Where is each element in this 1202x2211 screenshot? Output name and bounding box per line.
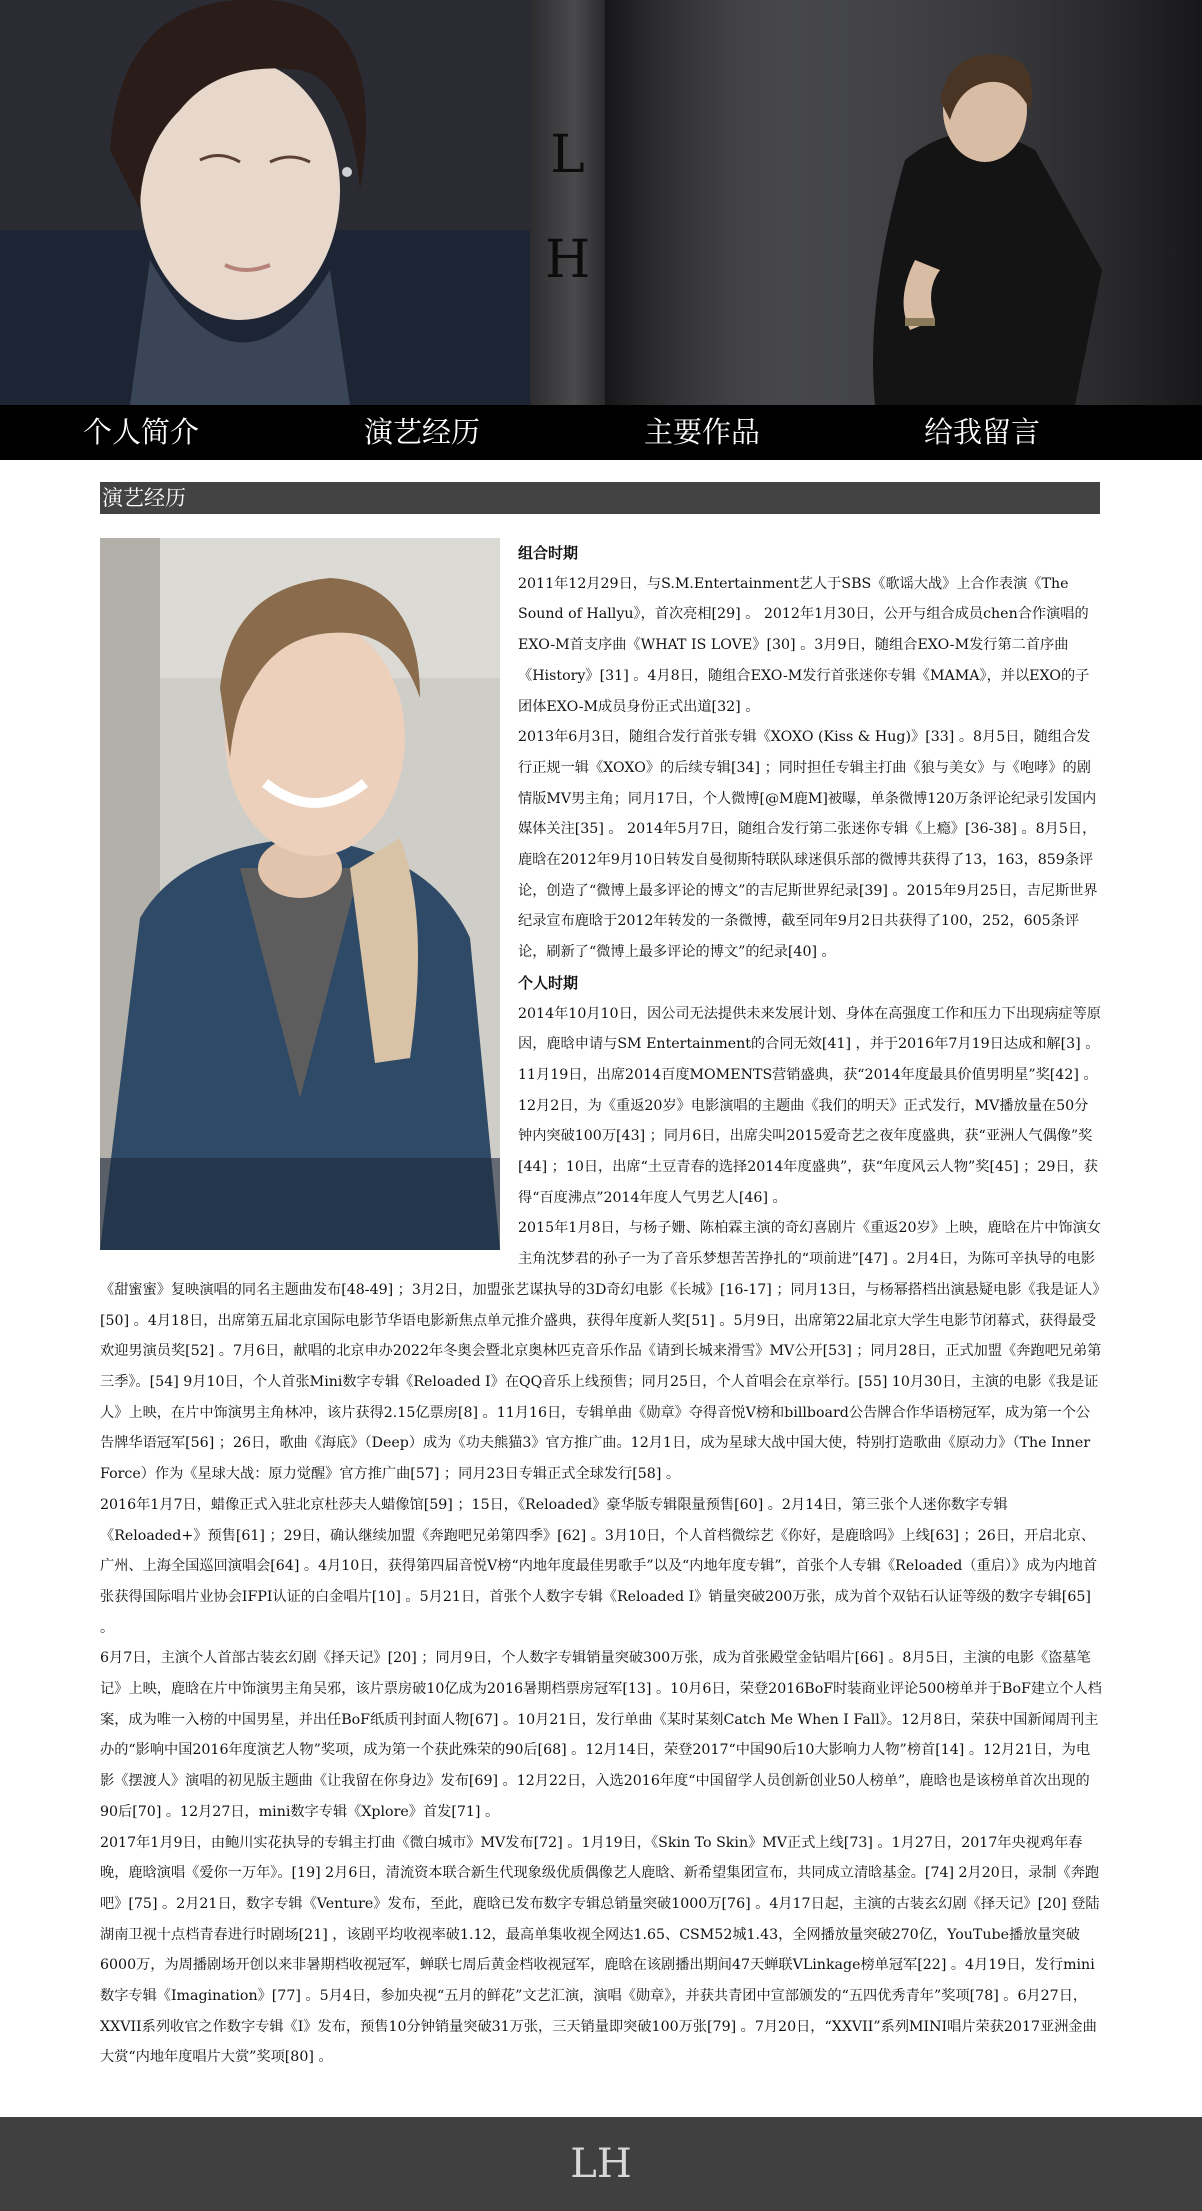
banner-logo-l: L: [550, 125, 585, 185]
footer-logo: LH: [570, 2141, 632, 2187]
group-paragraph: 2013年6月3日，随组合发行首张专辑《XOXO (Kiss & Hug)》[33] 。8月5日，随组合发行正规一辑《XOXO》的后续专辑[34] ；同时担任专辑主打曲《狼与美女》与《咆哮》的剧情版MV男主角；同月17日，个人微博[@M鹿M]被曝，单条微博120万条评论纪录引发国内媒体关注[35] 。 2014年5月7日，随组合发行第二张迷你专辑《上瘾》[36-38] 。8月5日，鹿晗在2012年9月10日转发自曼彻斯特联队球迷俱乐部的微博共获得了13，163，859条评论，创造了“微博上最多评论的博文”的吉尼斯世界纪录[39] 。2015年9月25日，吉尼斯世界纪录宣布鹿晗于2012年转发的一条微博，截至同年9月2日共获得了100，252，605条评论，刷新了“微博上最多评论的博文”的纪录[40] 。: [518, 729, 1098, 961]
solo-paragraph: 2017年1月9日，由鲍川实花执导的专辑主打曲《微白城市》MV发布[72] 。1月19日，《Skin To Skin》MV正式上线[73] 。1月27日，2017年央视鸡年春晚，鹿晗演唱《爱你一万年》。[19] 2月6日，清流资本联合新生代现象级优质偶像艺人鹿晗、新希望集团宣布，共同成立清晗基金。[74] 2月20日，录制《奔跑吧》[75] 。2月21日，数字专辑《Venture》发布，至此，鹿晗已发布数字专辑总销量突破1000万[76] 。4月17日起，主演的古装玄幻剧《择天记》[20] 登陆湖南卫视十点档青春进行时剧场[21] ，该剧平均收视率破1.12，最高单集收视全网达1.65、CSM52城1.43，全网播放量突破270亿，YouTube播放量突破6000万，为周播剧场开创以来非暑期档收视冠军，蝉联七周后黄金档收视冠军，鹿晗在该剧播出期间47天蝉联VLinkage榜单冠军[22] 。4月19日，发行mini数字专辑《Imagination》[77] 。5月4日，参加央视“五月的鲜花”文艺汇演，演唱《勋章》，并获共青团中宣部颁发的“五四优秀青年”奖项[78] 。6月27日，XXVII系列收官之作数字专辑《I》发布，预售10分钟销量突破31万张，三天销量即突破100万张[79] 。7月20日，“XXVII”系列MINI唱片荣获2017亚洲金曲大赏“内地年度唱片大赏”奖项[80] 。: [100, 1834, 1100, 2066]
footer: [0, 2117, 1202, 2211]
solo-paragraph: 6月7日，主演个人首部古装玄幻剧《择天记》[20] ；同月9日，个人数字专辑销量突破300万张，成为首张殿堂金钻唱片[66] 。8月5日，主演的电影《盗墓笔记》上映，鹿晗在片中饰演男主角吴邪，该片票房破10亿成为2016暑期档票房冠军[13] 。10月6日，荣登2016BoF时装商业评论500榜单并于BoF建立个人档案，成为唯一入榜的中国男星，并出任BoF纸质刊封面人物[67] 。10月21日，发行单曲《某时某刻Catch Me When I Fall》。12月8日，荣获中国新闻周刊主办的“影响中国2016年度演艺人物”奖项，成为第一个获此殊荣的90后[68] 。12月14日，荣登2017“中国90后10大影响力人物”榜首[14] 。12月21日，为电影《摆渡人》演唱的初见版主题曲《让我留在你身边》发布[69] 。12月22日，入选2016年度“中国留学人员创新创业50人榜单”，鹿晗也是该榜单首次出现的90后[70] 。12月27日，mini数字专辑《Xplore》首发[71] 。: [100, 1650, 1102, 1820]
group-period-heading: 组合时期: [518, 544, 579, 562]
banner-photo-right: [605, 0, 1202, 405]
nav-message[interactable]: 给我留言: [923, 415, 1040, 449]
banner-logo: [530, 0, 605, 405]
banner-logo-h: H: [544, 230, 591, 290]
nav-profile[interactable]: 个人简介: [82, 415, 199, 449]
solo-paragraph: 2016年1月7日，蜡像正式入驻北京杜莎夫人蜡像馆[59] ；15日，《Reloaded》豪华版专辑限量预售[60] 。2月14日，第三张个人迷你数字专辑《Reloaded+》预售[61] ；29日，确认继续加盟《奔跑吧兄弟第四季》[62] 。3月10日，个人首档微综艺《你好，是鹿晗吗》上线[63] ；26日，开启北京、广州、上海全国巡回演唱会[64] 。4月10日，获得第四届音悦V榜“内地年度最佳男歌手”以及“内地年度专辑”，首张个人专辑《Reloaded（重启）》成为内地首张获得国际唱片业协会IFPI认证的白金唱片[10] 。5月21日，首张个人数字专辑《Reloaded I》销量突破200万张，成为首个双钻石认证等级的数字专辑[65] 。: [100, 1496, 1098, 1636]
main-nav: [0, 405, 1202, 460]
solo-paragraph: 2014年10月10日，因公司无法提供未来发展计划、身体在高强度工作和压力下出现病症等原因，鹿晗申请与SM Entertainment的合同无效[41] ，并于2016年7月19日达成和解[3] 。11月19日，出席2014百度MOMENTS营销盛典，获“2014年度最具价值男明星”奖[42] 。12月2日，为《重返20岁》电影演唱的主题曲《我们的明天》正式发行，MV播放量在50分钟内突破100万[43] ；同月6日，出席尖叫2015爱奇艺之夜年度盛典，获“亚洲人气偶像”奖[44] ；10日，出席“土豆青春的选择2014年度盛典”，获“年度风云人物”奖[45] ；29日，获得“百度沸点”2014年度人气男艺人[46] 。: [518, 1005, 1101, 1206]
career-content: [100, 538, 1102, 2073]
group-paragraph: 2011年12月29日，与S.M.Entertainment艺人于SBS《歌谣大战》上合作表演《The Sound of Hallyu》，首次亮相[29] 。 2012年1月30日，公开与组合成员chen合作演唱的EXO-M首支序曲《WHAT IS LOVE》[30] 。3月9日，随组合EXO-M发行第二首序曲《History》[31] 。4月8日，随组合EXO-M发行首张迷你专辑《MAMA》，并以EXO的子团体EXO-M成员身份正式出道[32] 。: [518, 575, 1090, 715]
nav-career[interactable]: 演艺经历: [363, 415, 480, 449]
header-banner: [0, 0, 1202, 405]
section-title: 演艺经历: [100, 482, 1100, 514]
banner-photo-left: [0, 0, 530, 405]
nav-works[interactable]: 主要作品: [643, 415, 760, 449]
solo-paragraph: 2015年1月8日，与杨子姗、陈柏霖主演的奇幻喜剧片《重返20岁》上映，鹿晗在片中饰演女主角沈梦君的孙子一为了音乐梦想苦苦挣扎的“项前进”[47] 。2月4日，为陈可辛执导的电影《甜蜜蜜》复映演唱的同名主题曲发布[48-49] ；3月2日，加盟张艺谋执导的3D奇幻电影《长城》[16-17] ；同月13日，与杨幂搭档出演悬疑电影《我是证人》[50] 。4月18日，出席第五届北京国际电影节华语电影新焦点单元推介盛典，获得年度新人奖[51] 。5月9日，出席第22届北京大学生电影节闭幕式，获得最受欢迎男演员奖[52] 。7月6日，献唱的北京申办2022年冬奥会暨北京奥林匹克音乐作品《请到长城来滑雪》MV公开[53] ；同月28日，正式加盟《奔跑吧兄弟第三季》。[54] 9月10日，个人首张Mini数字专辑《Reloaded I》在QQ音乐上线预售；同月25日，个人首唱会在京举行。[55] 10月30日，主演的电影《我是证人》上映，在片中饰演男主角林冲，该片获得2.15亿票房[8] 。11月16日，专辑单曲《勋章》夺得音悦V榜和billboard公告牌合作华语榜冠军，成为第一个公告牌华语冠军[56] ；26日，歌曲《海底》（Deep）成为《功夫熊猫3》官方推广曲。12月1日，成为星球大战中国大使，特别打造歌曲《原动力》（The Inner Force）作为《星球大战：原力觉醒》官方推广曲[57] ；同月23日专辑正式全球发行[58] 。: [100, 1220, 1102, 1483]
solo-period-heading: 个人时期: [518, 973, 579, 992]
